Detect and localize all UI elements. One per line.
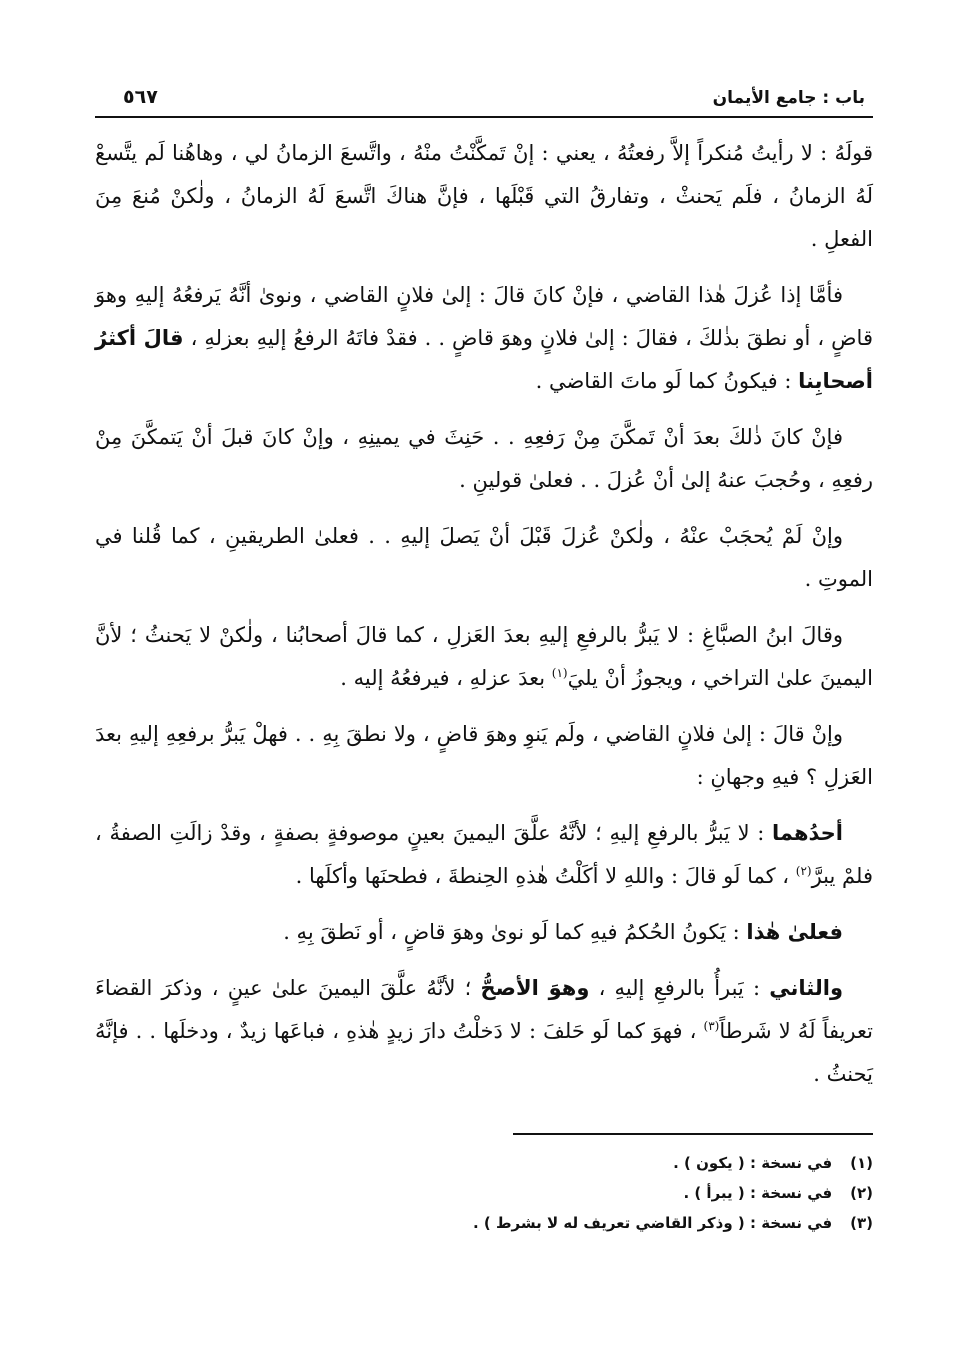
footnote-text: في نسخة : ( وذكر القاضي تعريف له لا بشرط ) .	[472, 1214, 833, 1232]
book-page	[95, 78, 873, 1338]
paragraph-text: : فيكونُ كما لَو ماتَ القاضي .	[535, 369, 799, 393]
footnote-1	[95, 1148, 873, 1178]
page-number: ٥٦٧	[123, 86, 158, 108]
footnote-2	[95, 1178, 873, 1208]
paragraph-text: وقالَ ابنُ الصبَّاغِ : لا يَبرُّ بالرفعِ إليهِ بعدَ العَزلِ ، كما قالَ أصحابُنا ، ولٰكنْ لا يَحنثُ ؛ لأنَّ اليمينَ علىٰ التراخي ، ويجوزُ أنْ يليَ	[95, 623, 873, 690]
footnotes-section	[95, 1148, 873, 1238]
paragraph-faala-hadha	[95, 911, 873, 954]
paragraph-ahaduhuma	[95, 812, 873, 898]
chapter-title: باب : جامع الأيمان	[712, 88, 865, 108]
footnote-3	[95, 1208, 873, 1238]
paragraph-text: ؛ لأنَّهُ علَّقَ اليمينَ علىٰ عينٍ ، وذكرَ القضاءَ تعريفاً لَهُ لا شَرطاً	[95, 976, 873, 1043]
paragraph-text: : يَكونُ الحُكمُ فيهِ كما لَو نوىٰ وهوَ قاضٍ ، أو نَطقَ بِهِ .	[283, 920, 747, 944]
main-text	[95, 132, 873, 1096]
paragraph-lead: والثاني	[769, 976, 844, 1000]
paragraph-text: فأمَّا إذا عُزلَ هٰذا القاضي ، فإنْ كانَ قالَ : إلىٰ فلانٍ القاضي ، ونوىٰ أنَّهُ يَرفعُهُ إليهِ وهوَ قاضٍ ، أو نطقَ بذٰلكَ ، فقالَ : إلىٰ فلانٍ وهوَ قاضٍ . . فقدْ فاتَهُ الرفعُ إليهِ بعزلهِ ،	[95, 283, 873, 350]
paragraph-lead: قالَ أكثرُ أصحابِنا	[95, 326, 873, 393]
paragraph-text: بعدَ عزلهِ ، فيرفعُهُ إليه .	[340, 666, 552, 690]
paragraph-wa-in-qala	[95, 713, 873, 799]
footnote-divider	[513, 1133, 873, 1135]
paragraph-text: : لا يَبرُّ بالرفعِ إليهِ ؛ لأنَّهُ علَّقَ اليمينَ بعينٍ موصوفةٍ بصفةٍ ، وقدْ زالَتِ الصفةُ ، فلمْ يبرَّ	[95, 821, 873, 888]
footnote-text: في نسخة : ( يكون ) .	[673, 1154, 833, 1172]
paragraph-text: : يَبرأُ بالرفعِ إليهِ ،	[589, 976, 770, 1000]
footnote-number: (٣)	[850, 1214, 873, 1232]
footnote-number: (٢)	[850, 1184, 873, 1202]
paragraph-emphasis: وهوَ الأصحُّ	[480, 976, 590, 1000]
paragraph-fa-amma	[95, 274, 873, 403]
paragraph-thani	[95, 967, 873, 1096]
footnote-number: (١)	[850, 1154, 873, 1172]
paragraph-wa-in-lam	[95, 515, 873, 601]
paragraph-qawluhu	[95, 132, 873, 261]
paragraph-text: ، كما لَو قالَ : واللهِ لا أكَلْتُ هٰذهِ الحِنطةَ ، فطحنَها وأكلَها .	[295, 864, 796, 888]
paragraph-ibn-sabbagh	[95, 614, 873, 700]
paragraph-lead: أحدُهما	[772, 821, 843, 845]
footnote-ref-3[interactable]: (٣)	[703, 1019, 720, 1033]
paragraph-text: ، فهوَ كما لَو حَلفَ : لا دَخلْتُ دارَ زيدٍ هٰذهِ ، فباعَها زيدٌ ، ودخلَها . . فإنَّهُ يَحنثُ .	[95, 1019, 873, 1086]
footnote-ref-2[interactable]: (٢)	[795, 864, 812, 878]
paragraph-text: قولَهُ : لا رأيتُ مُنكراً إلاَّ رفعتُهُ ، يعني : إنْ تَمكَّنْتُ منْهُ ، واتَّسعَ الزمانُ لي ، وهاهُنا لَم يتَّسعْ لَهُ الزمانُ ، فلَم يَحنثْ ، وتفارقُ التي قَبْلَها ، فإنَّ هناكَ اتَّسعَ لَهُ الزمانُ ، ولٰكنْ مُنعَ مِنَ الفعلِ .	[95, 141, 873, 251]
page-header	[95, 78, 873, 118]
paragraph-fa-in-kana	[95, 416, 873, 502]
paragraph-text: وإنْ لَمْ يُحجَبْ عنْهُ ، ولٰكنْ عُزلَ قَبْلَ أنْ يَصلَ إليهِ . . فعلىٰ الطريقينِ ، كما قُلنا في الموتِ .	[95, 524, 873, 591]
paragraph-text: فإنْ كانَ ذٰلكَ بعدَ أنْ تَمكَّنَ مِنْ رَفعِهِ . . حَنِثَ في يمينِهِ ، وإنْ كانَ قبلَ أنْ يَتمكَّنَ مِنْ رفعِهِ ، وحُجبَ عنهُ إلىٰ أنْ عُزلَ . . فعلىٰ قولينِ .	[95, 425, 873, 492]
footnote-text: في نسخة : ( يبرأ ) .	[683, 1184, 833, 1202]
paragraph-text: وإنْ قالَ : إلىٰ فلانٍ القاضي ، ولَم يَنوِ وهوَ قاضٍ ، ولا نطقَ بِهِ . . فهلْ يَبرُّ برفعِهِ إليهِ بعدَ العَزلِ ؟ فيهِ وجهانِ :	[95, 722, 873, 789]
paragraph-lead: فعلىٰ هٰذا	[746, 920, 843, 944]
footnote-ref-1[interactable]: (١)	[551, 666, 568, 680]
